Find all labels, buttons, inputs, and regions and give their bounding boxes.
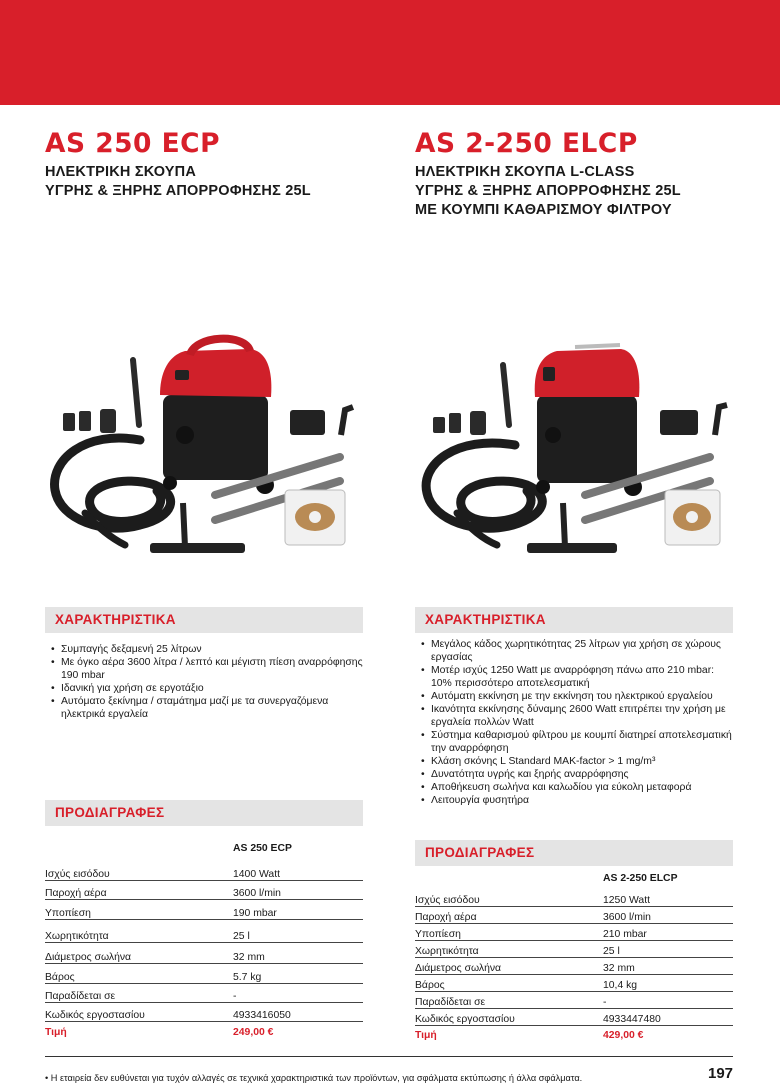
list-item: • Ιδανική για χρήση σε εργοτάξιο <box>45 682 363 695</box>
table-row <box>45 919 363 942</box>
spec-value: 190 mbar <box>233 899 363 919</box>
spec-label: Παροχή αέρα <box>45 880 233 899</box>
spec-label: Παραδίδεται σε <box>45 983 233 1002</box>
list-item: • Αυτόματο ξεκίνημα / σταμάτημα μαζί με τα συνεργαζόμενα ηλεκτρικά εργαλεία <box>45 695 363 721</box>
list-item: • Μοτέρ ισχύς 1250 Watt με αναρρόφηση πάνω απο 210 mbar: 10% περισσότερο αποτελεσματική <box>415 664 733 690</box>
list-item: • Λειτουργία φυσητήρα <box>415 794 733 807</box>
spec-label: Ισχύς εισόδου <box>45 859 233 880</box>
product-title: AS 2-250 ELCP <box>415 128 638 159</box>
spec-value: 10,4 kg <box>603 974 733 991</box>
table-row <box>415 906 733 923</box>
table-row <box>415 1008 733 1025</box>
list-item: • Ικανότητα εκκίνησης δύναμης 2600 Watt επιτρέπει την χρήση με εργαλεία πολλών Watt <box>415 703 733 729</box>
table-row <box>415 991 733 1008</box>
vacuum-product-image <box>415 285 735 565</box>
table-row <box>45 880 363 899</box>
spec-label: Κωδικός εργοστασίου <box>45 1002 233 1021</box>
price-row <box>415 1025 733 1041</box>
spec-value: 1400 Watt <box>233 859 363 880</box>
spec-value: 210 mbar <box>603 923 733 940</box>
list-item: • Αυτόματη εκκίνηση με την εκκίνηση του ηλεκτρικού εργαλείου <box>415 690 733 703</box>
footer-divider <box>45 1056 733 1057</box>
spec-label: Υποπίεση <box>45 899 233 919</box>
table-header-row <box>415 873 733 889</box>
spec-label: Παροχή αέρα <box>415 906 603 923</box>
footer-disclaimer: • Η εταιρεία δεν ευθύνεται για τυχόν αλλαγές σε τεχνικά χαρακτηριστικά των προϊόντων, για σφάλματα εκτύπωσης ή άλλα σφάλματα. <box>45 1073 583 1083</box>
spec-label: Βάρος <box>415 974 603 991</box>
product-subtitle <box>45 163 365 201</box>
specs-heading: ΠΡΟΔΙΑΓΡΑΦΕΣ <box>415 840 733 866</box>
product-title: AS 250 ECP <box>45 128 220 159</box>
spec-value: 3600 l/min <box>233 880 363 899</box>
product-column-right <box>415 105 735 1041</box>
spec-label: Ισχύς εισόδου <box>415 889 603 906</box>
list-item: • Συμπαγής δεξαμενή 25 λίτρων <box>45 643 363 656</box>
specs-table <box>415 873 733 1041</box>
subtitle-line: ΥΓΡΗΣ & ΞΗΡΗΣ ΑΠΟΡΡΟΦΗΣΗΣ 25L <box>45 183 311 199</box>
subtitle-line: ΗΛΕΚΤΡΙΚΗ ΣΚΟΥΠΑ <box>45 164 197 180</box>
table-row <box>45 983 363 1002</box>
price-label: Τιμή <box>415 1030 437 1041</box>
list-item: • Κλάση σκόνης L Standard MAK-factor > 1 mg/m³ <box>415 755 733 768</box>
page-number: 197 <box>708 1065 734 1082</box>
vacuum-product-image <box>45 285 365 565</box>
specs-table <box>45 843 363 1038</box>
table-header-row <box>45 843 363 859</box>
product-column-left <box>45 105 365 1038</box>
list-item: • Σύστημα καθαρισμού φίλτρου με κουμπί διατηρεί αποτελεσματική την αναρρόφηση <box>415 729 733 755</box>
subtitle-line: ΗΛΕΚΤΡΙΚΗ ΣΚΟΥΠΑ L-CLASS <box>415 164 635 180</box>
table-row <box>45 1002 363 1021</box>
specs-column-header: AS 2-250 ELCP <box>603 873 678 884</box>
table-row <box>45 859 363 880</box>
price-label: Τιμή <box>45 1027 67 1038</box>
spec-label: Παραδίδεται σε <box>415 991 603 1008</box>
spec-value: - <box>603 991 733 1008</box>
list-item: • Αποθήκευση σωλήνα και καλωδίου για εύκολη μεταφορά <box>415 781 733 794</box>
spec-label: Βάρος <box>45 963 233 983</box>
spec-value: 5.7 kg <box>233 963 363 983</box>
table-row <box>415 957 733 974</box>
spec-value: 25 l <box>603 940 733 957</box>
subtitle-line: ΜΕ ΚΟΥΜΠΙ ΚΑΘΑΡΙΣΜΟΥ ΦΙΛΤΡΟΥ <box>415 202 672 218</box>
price-value: 429,00 € <box>603 1030 644 1041</box>
table-row <box>45 899 363 919</box>
spec-value: 4933416050 <box>233 1002 363 1021</box>
features-list <box>415 638 733 807</box>
table-row <box>415 974 733 991</box>
spec-value: - <box>233 983 363 1002</box>
spec-label: Διάμετρος σωλήνα <box>45 942 233 963</box>
subtitle-line: ΥΓΡΗΣ & ΞΗΡΗΣ ΑΠΟΡΡΟΦΗΣΗΣ 25L <box>415 183 681 199</box>
features-heading: ΧΑΡΑΚΤΗΡΙΣΤΙΚΑ <box>415 607 733 633</box>
spec-label: Υποπίεση <box>415 923 603 940</box>
spec-label: Διάμετρος σωλήνα <box>415 957 603 974</box>
specs-column-header: AS 250 ECP <box>233 843 292 854</box>
spec-value: 32 mm <box>233 942 363 963</box>
spec-value: 25 l <box>233 919 363 942</box>
specs-heading: ΠΡΟΔΙΑΓΡΑΦΕΣ <box>45 800 363 826</box>
price-row <box>45 1021 363 1038</box>
list-item: • Με όγκο αέρα 3600 λίτρα / λεπτό και μέγιστη πίεση αναρρόφησης 190 mbar <box>45 656 363 682</box>
product-subtitle <box>415 163 735 220</box>
features-list <box>45 643 363 721</box>
table-row <box>415 923 733 940</box>
top-red-band <box>0 0 780 105</box>
list-item: • Μεγάλος κάδος χωρητικότητας 25 λίτρων για χρήση σε χώρους εργασίας <box>415 638 733 664</box>
spec-label: Χωρητικότητα <box>415 940 603 957</box>
spec-value: 3600 l/min <box>603 906 733 923</box>
spec-label: Κωδικός εργοστασίου <box>415 1008 603 1025</box>
price-value: 249,00 € <box>233 1027 274 1038</box>
spec-value: 4933447480 <box>603 1008 733 1025</box>
table-row <box>415 889 733 906</box>
table-row <box>45 963 363 983</box>
spec-label: Χωρητικότητα <box>45 919 233 942</box>
spec-value: 1250 Watt <box>603 889 733 906</box>
features-heading: ΧΑΡΑΚΤΗΡΙΣΤΙΚΑ <box>45 607 363 633</box>
list-item: • Δυνατότητα υγρής και ξηρής αναρρόφησης <box>415 768 733 781</box>
table-row <box>415 940 733 957</box>
spec-value: 32 mm <box>603 957 733 974</box>
table-row <box>45 942 363 963</box>
